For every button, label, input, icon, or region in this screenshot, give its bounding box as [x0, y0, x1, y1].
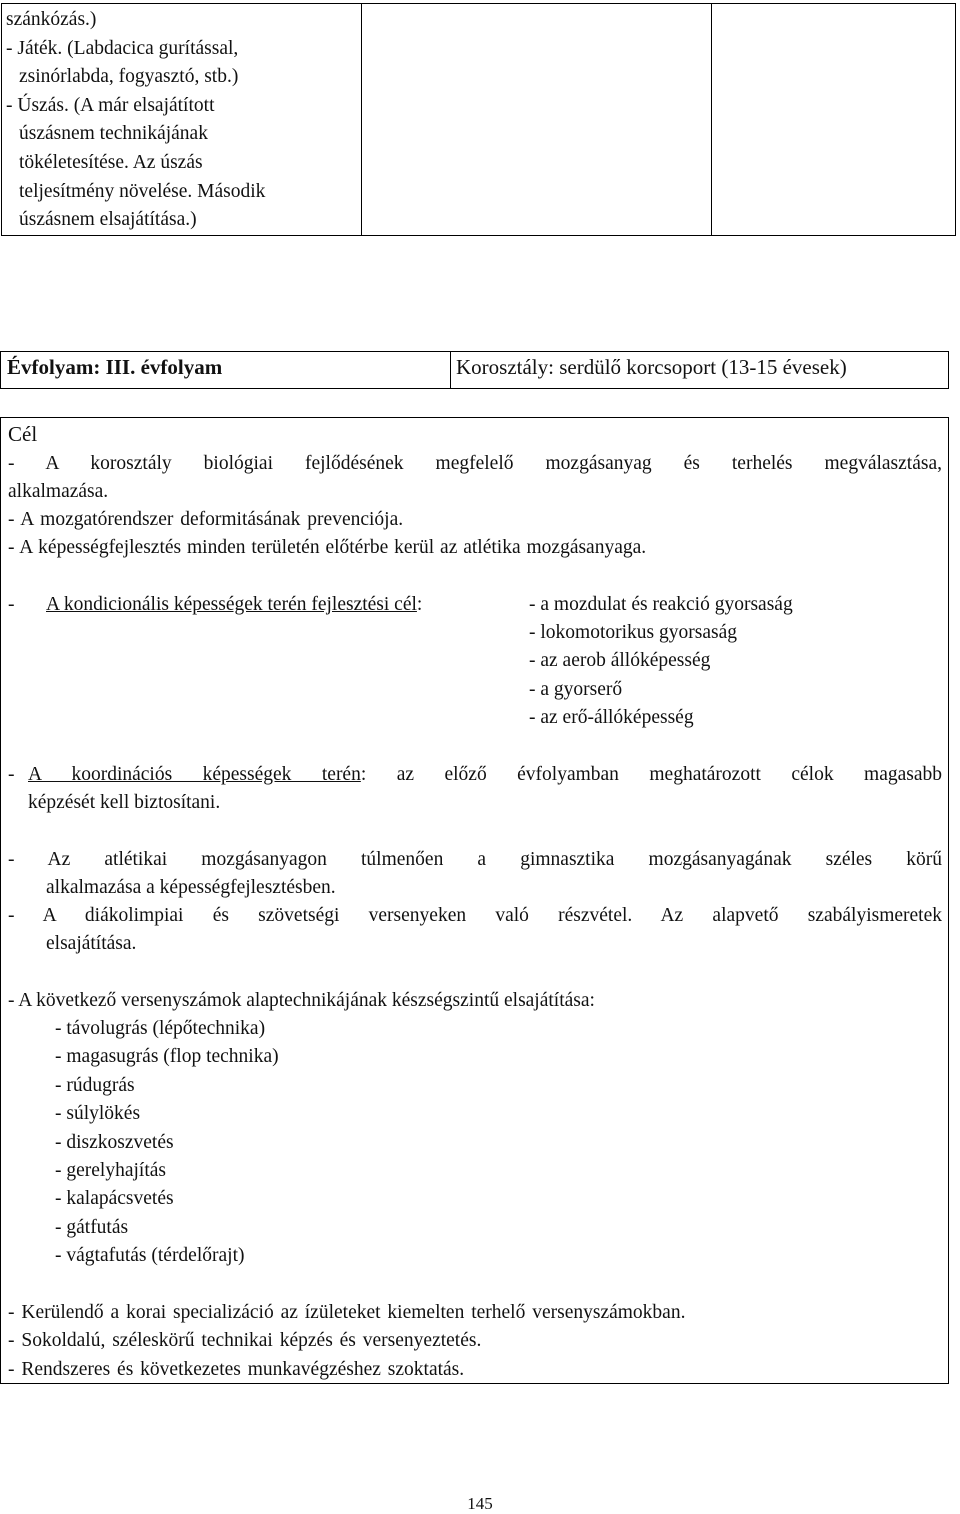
text-line: úszásnem elsajátítása.) — [19, 209, 197, 231]
event-item: - diszkoszvetés — [55, 1132, 174, 1153]
gymnastics-cont: alkalmazása a képességfejlesztésben. — [46, 877, 336, 898]
conditional-heading — [46, 591, 422, 619]
age-group-label: Korosztály: serdülő korcsoport (13-15 évesek) — [456, 355, 847, 379]
competition-paragraph: - A diákolimpiai és szövetségi versenyeken való részvétel. Az alapvető szabályismeretek — [8, 905, 942, 926]
text-line: úszásnem technikájának — [19, 123, 208, 145]
continuation-cell-text — [6, 6, 265, 235]
final-item: - Kerülendő a korai specializáció az ízületeket kiemelten terhelő versenyszámokban. — [8, 1302, 686, 1323]
competition-cont: elsajátítása. — [46, 933, 137, 954]
event-item: - távolugrás (lépőtechnika) — [55, 1018, 266, 1039]
event-item: - kalapácsvetés — [55, 1188, 174, 1209]
events-intro: - A következő versenyszámok alaptechnikájának készségszintű elsajátítása: — [8, 990, 595, 1011]
event-item: - gátfutás — [55, 1217, 129, 1238]
final-item: - Sokoldalú, széleskörű technikai képzés és versenyeztetés. — [8, 1330, 482, 1351]
event-item: - súlylökés — [55, 1103, 141, 1124]
conditional-item: - az erő-állóképesség — [529, 707, 694, 728]
event-item: - gerelyhajítás — [55, 1160, 166, 1181]
coordination-heading — [28, 761, 942, 789]
conditional-item: - a gyorserő — [529, 679, 623, 700]
goal-paragraph-2: - A mozgatórendszer deformitásának prevenciója. — [8, 509, 404, 530]
text-line: tökéletesítése. Az úszás — [19, 151, 203, 173]
goal-box — [0, 417, 949, 1384]
text-line: teljesítmény növelése. Második — [19, 180, 266, 202]
coordination-dash: - — [8, 764, 15, 785]
header-divider — [450, 352, 451, 388]
event-item: - vágtafutás (térdelőrajt) — [55, 1245, 245, 1266]
coordination-cont: képzését kell biztosítani. — [28, 792, 221, 813]
text-line: - Úszás. (A már elsajátított — [6, 94, 215, 116]
final-item: - Rendszeres és következetes munkavégzéshez szoktatás. — [8, 1359, 465, 1380]
conditional-item: - lokomotorikus gyorsaság — [529, 622, 737, 643]
grade-label: Évfolyam: III. évfolyam — [7, 355, 223, 379]
goal-paragraph-3: - A képességfejlesztés minden területén előtérbe kerül az atlétika mozgásanyaga. — [8, 537, 647, 558]
coordination-heading-label: A koordinációs képességek terén — [28, 764, 361, 785]
table-column-divider — [361, 4, 362, 235]
page-number: 145 — [467, 1494, 493, 1513]
text-line: szánkózás.) — [6, 9, 97, 30]
goal-title: Cél — [8, 422, 38, 446]
event-item: - magasugrás (flop technika) — [55, 1046, 279, 1067]
goal-paragraph-1: - A korosztály biológiai fejlődésének megfelelő mozgásanyag és terhelés megválasztása, — [8, 453, 942, 474]
conditional-heading-colon: : — [416, 594, 423, 615]
text-line: - Játék. (Labdacica gurítással, — [6, 37, 239, 59]
gymnastics-paragraph: - Az atlétikai mozgásanyagon túlmenően a gimnasztika mozgásanyagának széles körű — [8, 849, 942, 870]
text-line: zsinórlabda, fogyasztó, stb.) — [19, 66, 239, 88]
event-item: - rúdugrás — [55, 1075, 135, 1096]
table-column-divider — [711, 4, 712, 235]
conditional-dash: - — [8, 594, 15, 615]
goal-paragraph-1-cont: alkalmazása. — [8, 481, 109, 502]
conditional-item: - a mozdulat és reakció gyorsaság — [529, 594, 793, 615]
coordination-heading-rest: : az előző évfolyamban meghatározott célok magasabb — [360, 764, 942, 785]
conditional-heading-label: A kondicionális képességek terén fejlesztési cél — [46, 594, 417, 615]
conditional-item: - az aerob állóképesség — [529, 650, 711, 671]
